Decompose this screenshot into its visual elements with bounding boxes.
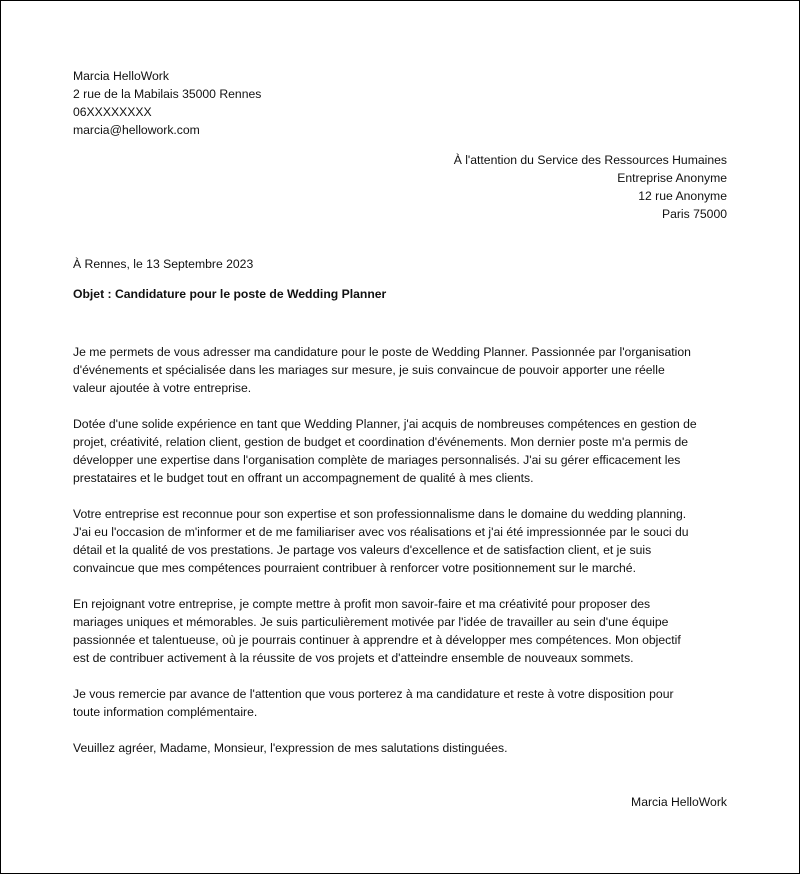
body-paragraph: Votre entreprise est reconnue pour son expertise et son professionnalisme dans le domaine du wedding planning. J'ai eu l'occasion de m'informer et de me familiariser avec vos réalisations et j'ai été impressionnée par le souci du détail et la qualité de vos prestations. Je partage vos valeurs d'excellence et de satisfaction client, et je suis convaincue que mes compétences pourraient contribuer à renforcer votre positionnement sur le marché. xyxy=(73,507,689,575)
body-paragraph: Je me permets de vous adresser ma candidature pour le poste de Wedding Planner. Passionnée par l'organisation d'événements et spécialisée dans les mariages sur mesure, je suis convaincue de pouvoir apporter une réelle valeur ajoutée à votre entreprise. xyxy=(73,345,691,395)
signature: Marcia HelloWork xyxy=(631,795,727,809)
body-paragraph: Je vous remercie par avance de l'attention que vous porterez à ma candidature et reste à votre disposition pour toute information complémentaire. xyxy=(73,687,674,719)
recipient-block xyxy=(454,151,727,223)
recipient-city: Paris 75000 xyxy=(661,207,727,221)
letter-subject: Objet : Candidature pour le poste de Wedding Planner xyxy=(73,287,387,301)
recipient-street: 12 rue Anonyme xyxy=(638,189,727,203)
place-date: À Rennes, le 13 Septembre 2023 xyxy=(73,257,254,271)
sender-name: Marcia HelloWork xyxy=(73,69,169,83)
body-paragraph: En rejoignant votre entreprise, je compte mettre à profit mon savoir-faire et ma créativité pour proposer des mariages uniques et mémorables. Je suis particulièrement motivée par l'idée de travailler au sein d'une équipe passionnée et talentueuse, où je pourrais continuer à apprendre et à développer mes compétences. Mon objectif est de contribuer activement à la réussite de vos projets et d'atteindre ensemble de nouveaux sommets. xyxy=(73,597,681,665)
sender-email: marcia@hellowork.com xyxy=(73,123,200,137)
letter-body xyxy=(73,343,733,775)
recipient-attention: À l'attention du Service des Ressources Humaines xyxy=(453,153,727,167)
body-paragraph: Dotée d'une solide expérience en tant que Wedding Planner, j'ai acquis de nombreuses compétences en gestion de projet, créativité, relation client, gestion de budget et coordination d'événements. Mon dernier poste m'a permis de développer une expertise dans l'organisation complète de mariages personnalisés. J'ai su gérer efficacement les prestataires et le budget tout en offrant un accompagnement de qualité à mes clients. xyxy=(73,417,697,485)
sender-address: 2 rue de la Mabilais 35000 Rennes xyxy=(73,87,262,101)
recipient-company: Entreprise Anonyme xyxy=(617,171,727,185)
sender-phone: 06XXXXXXXX xyxy=(73,105,152,119)
closing-paragraph: Veuillez agréer, Madame, Monsieur, l'expression de mes salutations distinguées. xyxy=(73,741,508,755)
sender-block xyxy=(73,67,261,139)
